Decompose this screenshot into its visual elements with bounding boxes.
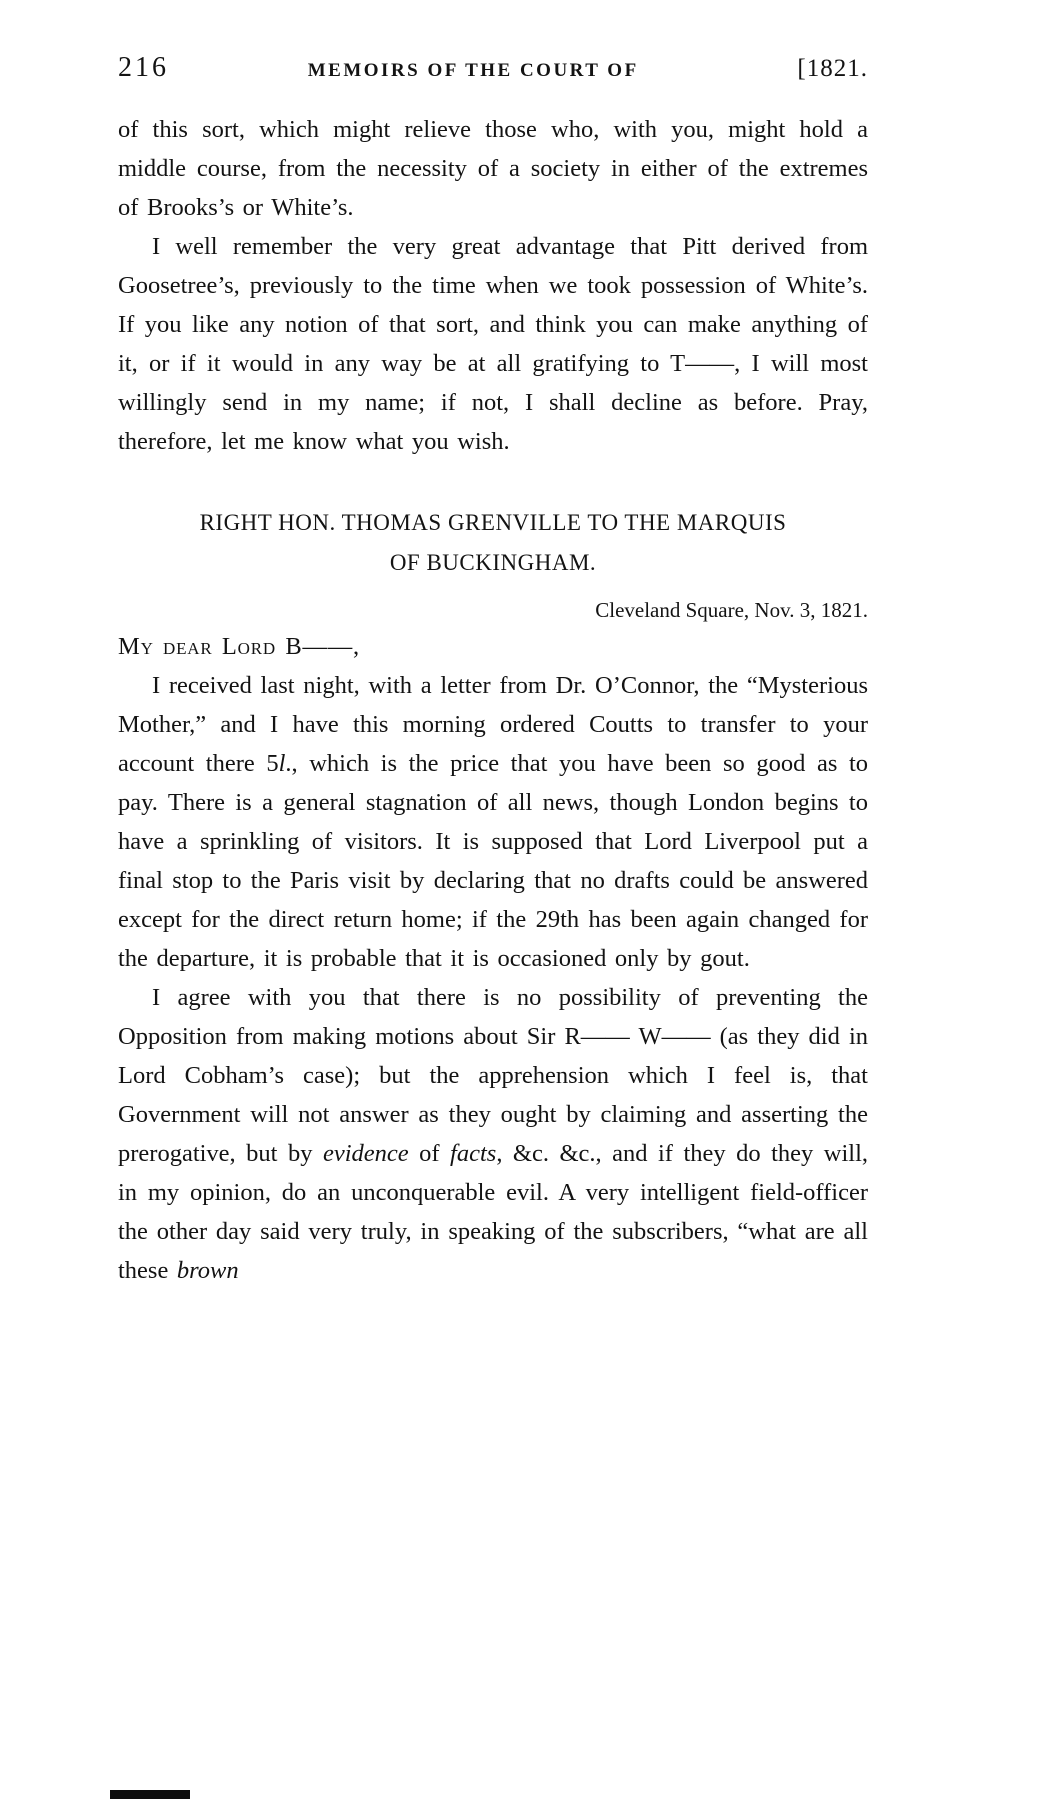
header-year: [1821. — [797, 55, 868, 82]
scan-artifact-mark — [110, 1790, 190, 1799]
paragraph-continuation: of this sort, which might relieve those who, with you, might hold a middle course, from the necessity of a society in either of the extremes of Brooks’s or White’s. — [118, 116, 868, 221]
letter-paragraph: I received last night, with a letter from Dr. O’Connor, the “Mysterious Mother,” and I have this morning ordered Coutts to transfer to your account there 5l., which is the price that you have been so good as to pay. There is a general stagnation of all news, though London begins to have a sprinkling of visitors. It is supposed that Lord Liverpool put a final stop to the Paris visit by declaring that no drafts could be answered except for the direct return home; if the 29th has been again changed for the departure, it is probable that it is occasioned only by gout. — [118, 672, 869, 972]
letter-paragraph: I agree with you that there is no possibility of preventing the Opposition from making motions about Sir R—— W—— (as they did in Lord Cobham’s case); but the apprehension which I feel is, that Government will not answer as they ought by claiming and asserting the prerogative, but by evidence of facts, &c. &c., and if they do they will, in my opinion, do an unconquerable evil. A very intelligent field-officer the other day said very truly, in speaking of the subscribers, “what are all these brown — [118, 984, 869, 1284]
page-body — [118, 110, 868, 1290]
page-header — [118, 52, 868, 84]
paragraph: I well remember the very great advantage that Pitt derived from Goosetree’s, previously to the time when we took possession of White’s. If you like any notion of that sort, and think you can make anything of it, or if it would in any way be at all gratifying to T——, I will most willingly send in my name; if not, I shall decline as before. Pray, therefore, let me know what you wish. — [118, 233, 868, 455]
letter-dateline: Cleveland Square, Nov. 3, 1821. — [595, 598, 868, 622]
letter-heading-line2: OF BUCKINGHAM. — [389, 550, 597, 575]
page-number: 216 — [118, 52, 169, 83]
letter-heading — [118, 503, 868, 583]
letter-salutation — [118, 627, 868, 666]
letter-heading-line1: RIGHT HON. THOMAS GRENVILLE TO THE MARQUIS — [199, 510, 787, 535]
salutation-text: My dear Lord B——, — [118, 633, 360, 660]
running-title: MEMOIRS OF THE COURT OF — [307, 60, 639, 81]
